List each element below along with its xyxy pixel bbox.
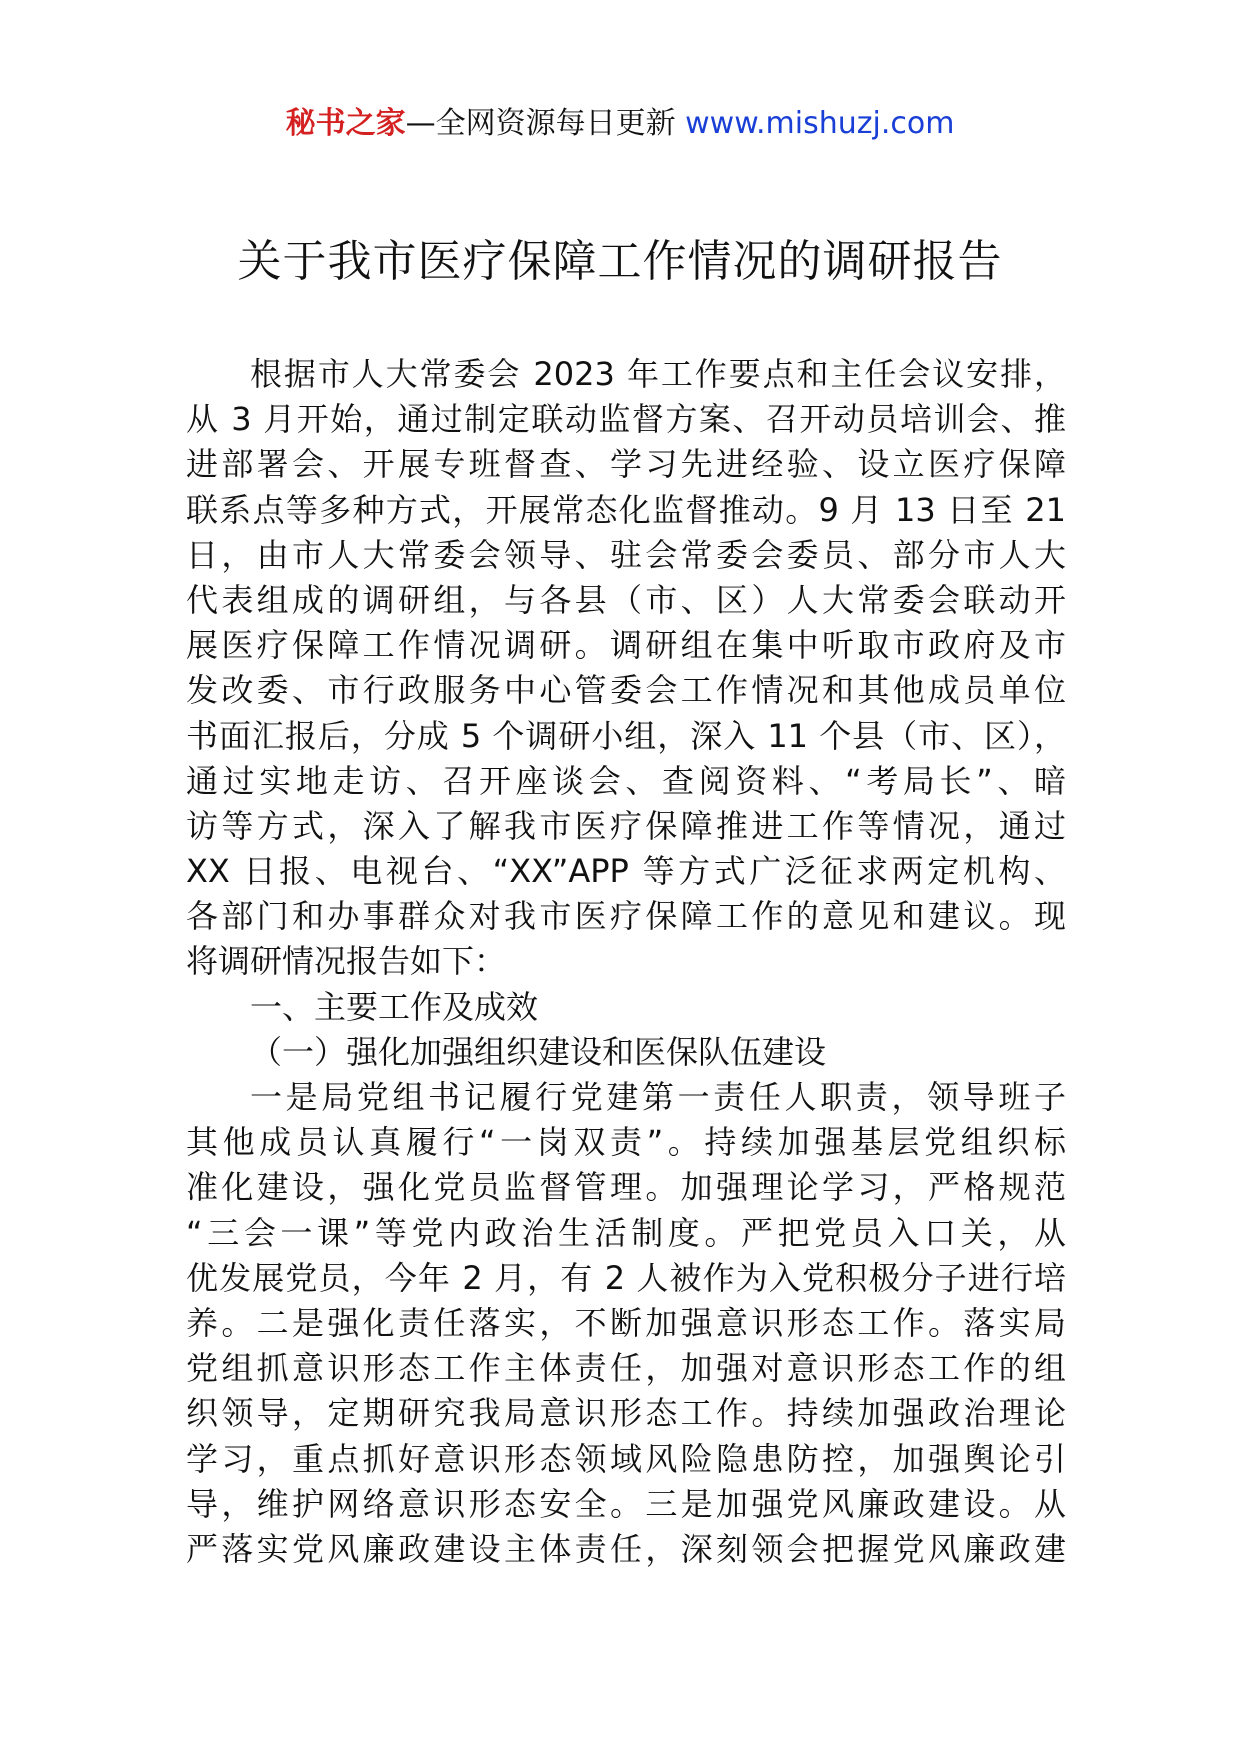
body-line: 进部署会、开展专班督查、学习先进经验、设立医疗保障 — [186, 445, 1066, 484]
body-line: 各部门和办事群众对我市医疗保障工作的意见和建议。现 — [186, 897, 1066, 936]
body-line: 优发展党员，今年 2 月，有 2 人被作为入党积极分子进行培 — [186, 1258, 1066, 1297]
document-title: 关于我市医疗保障工作情况的调研报告 — [237, 236, 1003, 287]
body-line: XX 日报、电视台、“XX”APP 等方式广泛征求两定机构、 — [186, 852, 1066, 891]
body-line: 访等方式，深入了解我市医疗保障推进工作等情况，通过 — [186, 806, 1066, 845]
body-line: 日，由市人大常委会领导、驻会常委会委员、部分市人大 — [186, 535, 1066, 574]
body-line: “三会一课”等党内政治生活制度。严把党员入口关，从 — [186, 1213, 1066, 1252]
body-line: 学习，重点抓好意识形态领域风险隐患防控，加强舆论引 — [186, 1439, 1066, 1478]
section-heading: 一、主要工作及成效 — [250, 987, 539, 1026]
body-line: 其他成员认真履行“一岗双责”。持续加强基层党组织标 — [186, 1123, 1066, 1162]
site-slogan: —全网资源每日更新 — [405, 106, 676, 141]
body-line: 严落实党风廉政建设主体责任，深刻领会把握党风廉政建 — [186, 1529, 1066, 1568]
document-body — [186, 352, 1066, 1572]
site-brand: 秘书之家 — [285, 106, 406, 141]
site-url-link[interactable]: www.mishuzj.com — [685, 106, 955, 141]
body-line: 联系点等多种方式，开展常态化监督推动。9 月 13 日至 21 — [186, 490, 1066, 529]
site-header — [0, 100, 1240, 148]
subsection-heading: （一）强化加强组织建设和医保队伍建设 — [250, 1032, 827, 1071]
body-line: 发改委、市行政服务中心管委会工作情况和其他成员单位 — [186, 671, 1066, 710]
body-line: 代表组成的调研组，与各县（市、区）人大常委会联动开 — [186, 580, 1066, 619]
body-line: 通过实地走访、召开座谈会、查阅资料、“考局长”、暗 — [186, 761, 1066, 800]
body-line: 准化建设，强化党员监督管理。加强理论学习，严格规范 — [186, 1168, 1066, 1207]
body-line: 根据市人大常委会 2023 年工作要点和主任会议安排， — [250, 355, 1066, 393]
body-line: 从 3 月开始，通过制定联动监督方案、召开动员培训会、推 — [186, 400, 1066, 439]
body-line: 将调研情况报告如下： — [186, 942, 507, 981]
body-line: 书面汇报后，分成 5 个调研小组，深入 11 个县（市、区）， — [186, 716, 1066, 755]
body-line: 养。二是强化责任落实，不断加强意识形态工作。落实局 — [186, 1303, 1066, 1342]
body-line: 导，维护网络意识形态安全。三是加强党风廉政建设。从 — [186, 1484, 1066, 1523]
body-line: 党组抓意识形态工作主体责任，加强对意识形态工作的组 — [186, 1349, 1066, 1388]
body-line: 织领导，定期研究我局意识形态工作。持续加强政治理论 — [186, 1394, 1066, 1433]
body-line: 展医疗保障工作情况调研。调研组在集中听取市政府及市 — [186, 626, 1066, 665]
body-line: 一是局党组书记履行党建第一责任人职责，领导班子 — [250, 1078, 1066, 1116]
